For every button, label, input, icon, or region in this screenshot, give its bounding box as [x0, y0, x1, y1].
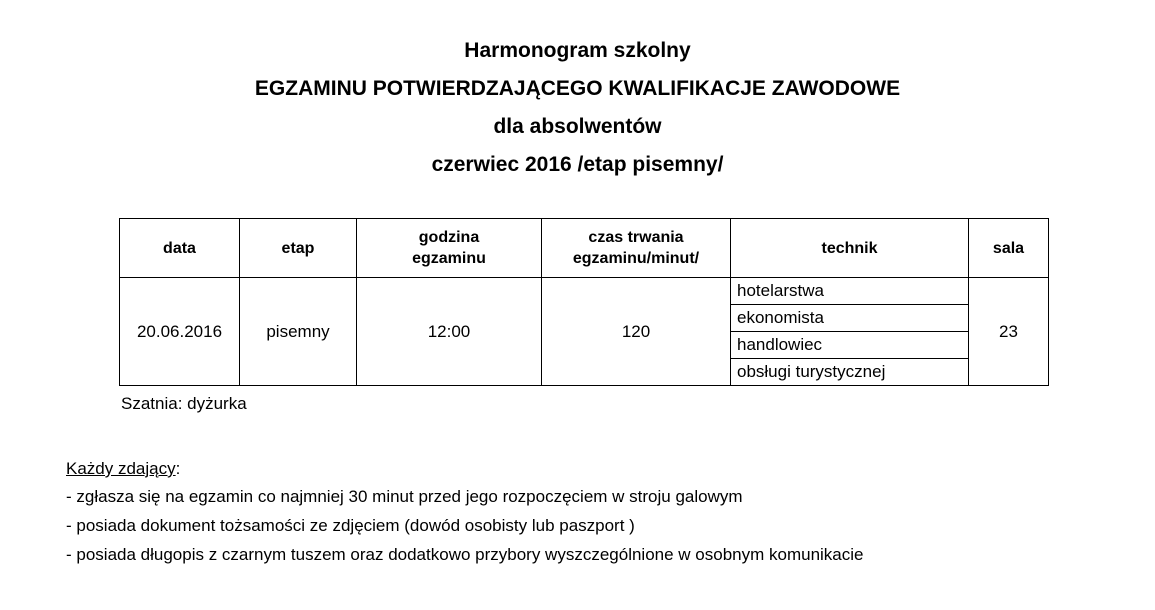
- header-czas: [542, 219, 731, 278]
- cell-technik-1: hotelarstwa: [731, 278, 969, 305]
- rules-heading-colon: :: [175, 459, 181, 478]
- rules-heading: [66, 456, 863, 482]
- rule-item-2: - posiada dokument tożsamości ze zdjęciem (dowód osobisty lub paszport ): [66, 516, 635, 535]
- cell-technik-2: ekonomista: [731, 305, 969, 332]
- header-godzina-line-2: egzaminu: [412, 250, 486, 267]
- header-sala: sala: [969, 219, 1049, 278]
- cell-czas: 120: [542, 278, 731, 386]
- table-header-row: [120, 219, 1049, 278]
- cell-etap: pisemny: [240, 278, 357, 386]
- header-czas-line-1: czas trwania: [588, 229, 684, 246]
- cell-sala: 23: [969, 278, 1049, 386]
- header-godzina: [357, 219, 542, 278]
- title-line-1: Harmonogram szkolny: [464, 39, 691, 62]
- cloakroom-note: Szatnia: dyżurka: [121, 394, 247, 413]
- header-czas-line-2: egzaminu/minut/: [572, 250, 700, 267]
- header-godzina-line-1: godzina: [418, 229, 480, 246]
- cell-data: 20.06.2016: [120, 278, 240, 386]
- title-line-4: czerwiec 2016 /etap pisemny/: [431, 153, 724, 176]
- rules-section: [66, 456, 863, 569]
- header-etap: etap: [240, 219, 357, 278]
- title-line-3: dla absolwentów: [493, 115, 662, 138]
- cell-technik-4: obsługi turystycznej: [731, 359, 969, 386]
- table-row: [120, 278, 1049, 305]
- rules-heading-text: Każdy zdający: [66, 459, 176, 478]
- title-line-2: EGZAMINU POTWIERDZAJĄCEGO KWALIFIKACJE ZAWODOWE: [254, 77, 901, 100]
- document-title: [0, 32, 1155, 184]
- header-technik: technik: [731, 219, 969, 278]
- schedule-table: [119, 218, 1049, 386]
- rule-item-3: - posiada długopis z czarnym tuszem oraz dodatkowo przybory wyszczególnione w osobnym komunikacie: [66, 545, 864, 564]
- rule-item-1: - zgłasza się na egzamin co najmniej 30 minut przed jego rozpoczęciem w stroju galowym: [66, 487, 743, 506]
- cell-technik-3: handlowiec: [731, 332, 969, 359]
- cell-godzina: 12:00: [357, 278, 542, 386]
- header-data: data: [120, 219, 240, 278]
